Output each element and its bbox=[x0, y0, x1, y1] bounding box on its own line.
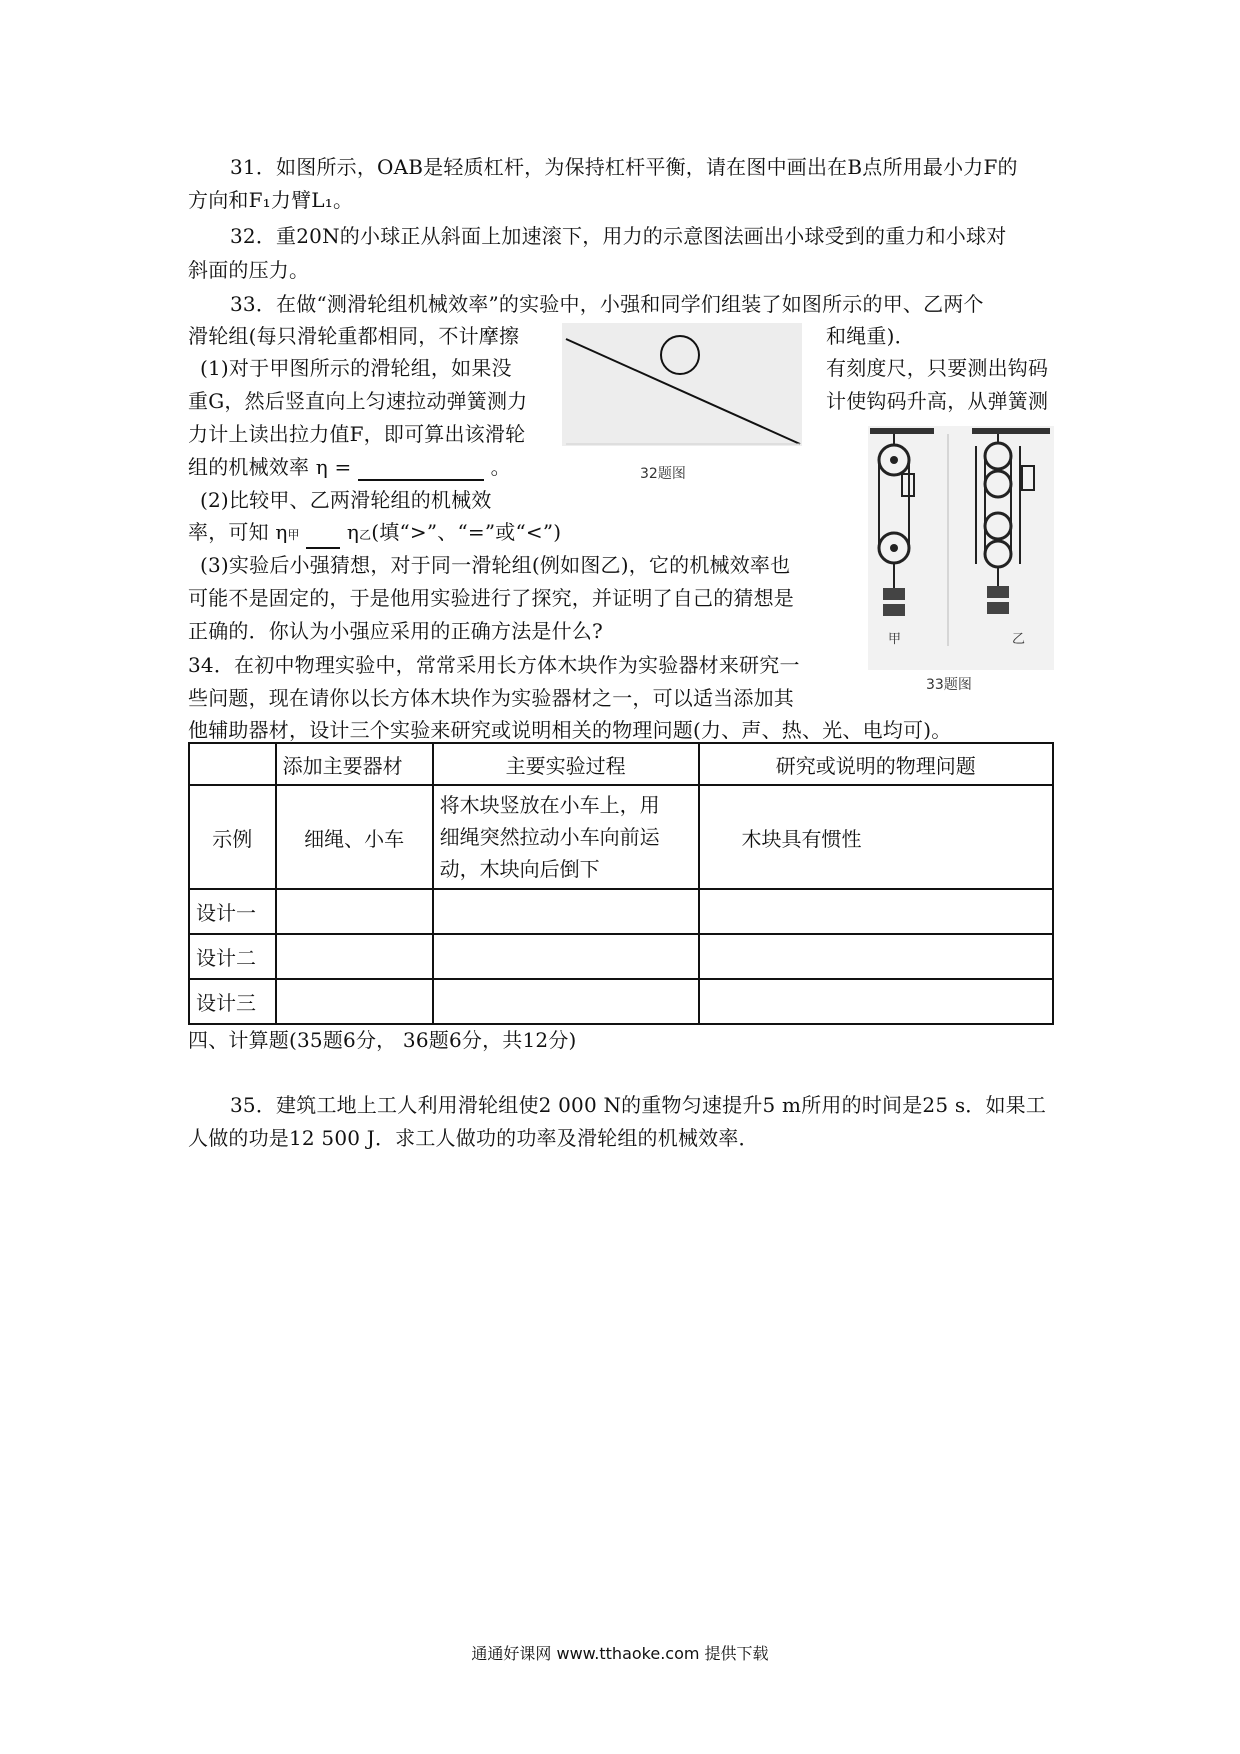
figure-33-caption: 33题图 bbox=[926, 677, 972, 693]
example-process bbox=[433, 785, 699, 889]
q34-line2: 些问题，现在请你以长方体木块作为实验器材之一，可以适当添加其 bbox=[188, 686, 794, 710]
q32-line2: 斜面的压力。 bbox=[188, 258, 310, 282]
q33-eta: η bbox=[346, 520, 360, 544]
answer-cell[interactable] bbox=[699, 889, 1053, 934]
subscript-jia: 甲 bbox=[287, 528, 300, 542]
q33-p1f bbox=[188, 453, 511, 481]
example-process-line: 动，木块向后倒下 bbox=[439, 857, 600, 881]
answer-cell[interactable] bbox=[699, 979, 1053, 1024]
answer-cell[interactable] bbox=[276, 979, 433, 1024]
q33-line2a: 滑轮组(每只滑轮重都相同，不计摩擦 bbox=[188, 324, 520, 348]
page-footer: 通通好课网 www.tthaoke.com 提供下载 bbox=[471, 1644, 769, 1663]
q33-line2b: 和绳重)． bbox=[826, 324, 915, 348]
table-row bbox=[189, 979, 1053, 1024]
row-label: 设计三 bbox=[189, 979, 276, 1024]
q32-line1: 32．重20N的小球正从斜面上加速滚下，用力的示意图法画出小球受到的重力和小球对 bbox=[230, 224, 1007, 248]
answer-cell[interactable] bbox=[433, 979, 699, 1024]
experiment-design-table bbox=[188, 742, 1054, 1025]
q35-line2: 人做的功是12 500 J．求工人做功的功率及滑轮组的机械效率． bbox=[188, 1126, 759, 1150]
example-process-line: 细绳突然拉动小车向前运 bbox=[439, 825, 660, 849]
table-row bbox=[189, 889, 1053, 934]
table-row bbox=[189, 934, 1053, 979]
example-process-line: 将木块竖放在小车上，用 bbox=[439, 793, 660, 817]
example-equipment: 细绳、小车 bbox=[276, 785, 433, 889]
q35-line1: 35．建筑工地上工人利用滑轮组使2 000 N的重物匀速提升5 m所用的时间是25 s．如果工 bbox=[230, 1093, 1047, 1117]
answer-cell[interactable] bbox=[276, 889, 433, 934]
table-header-cell bbox=[189, 743, 276, 785]
q31-line2: 方向和F₁力臂L₁。 bbox=[188, 188, 354, 212]
row-label: 设计二 bbox=[189, 934, 276, 979]
answer-cell[interactable] bbox=[433, 889, 699, 934]
table-row-example bbox=[189, 785, 1053, 889]
example-problem: 木块具有惯性 bbox=[699, 785, 1053, 889]
q34-line3: 他辅助器材，设计三个实验来研究或说明相关的物理问题(力、声、热、光、电均可)。 bbox=[188, 718, 952, 742]
q33-p3c: 正确的．你认为小强应采用的正确方法是什么? bbox=[188, 619, 603, 643]
q33-p1e: 力计上读出拉力值F，即可算出该滑轮 bbox=[188, 422, 526, 446]
pulley-label-yi: 乙 bbox=[1012, 632, 1026, 647]
q33-compare-hint: (填“>”、“=”或“<”) bbox=[371, 520, 562, 544]
q33-p2a: (2)比较甲、乙两滑轮组的机械效 bbox=[200, 488, 492, 512]
q33-compare-prefix: 率，可知 η bbox=[188, 520, 288, 544]
q33-p1d: 计使钩码升高，从弹簧测 bbox=[826, 389, 1049, 413]
row-label: 设计一 bbox=[189, 889, 276, 934]
incline-ball-figure bbox=[562, 323, 802, 446]
q33-line1: 33．在做“测滑轮组机械效率”的实验中，小强和同学们组装了如图所示的甲、乙两个 bbox=[230, 292, 984, 316]
q33-p3b: 可能不是固定的，于是他用实验进行了探究，并证明了自己的猜想是 bbox=[188, 586, 794, 610]
example-label: 示例 bbox=[189, 785, 276, 889]
q33-efficiency-label: 组的机械效率 η = bbox=[188, 455, 352, 479]
answer-cell[interactable] bbox=[433, 934, 699, 979]
q33-efficiency-end: 。 bbox=[490, 455, 511, 479]
answer-cell[interactable] bbox=[276, 934, 433, 979]
compare-answer-blank[interactable] bbox=[306, 525, 340, 549]
table-header-cell: 添加主要器材 bbox=[276, 743, 433, 785]
q33-p2b bbox=[188, 518, 561, 549]
q31-line1: 31．如图所示，OAB是轻质杠杆，为保持杠杆平衡，请在图中画出在B点所用最小力F的 bbox=[230, 155, 1018, 179]
q34-line1: 34．在初中物理实验中，常常采用长方体木块作为实验器材来研究一 bbox=[188, 653, 800, 677]
answer-cell[interactable] bbox=[699, 934, 1053, 979]
table-header-cell: 研究或说明的物理问题 bbox=[699, 743, 1053, 785]
table-header-row bbox=[189, 743, 1053, 785]
table-header-cell: 主要实验过程 bbox=[433, 743, 699, 785]
q33-p1b: 有刻度尺，只要测出钩码 bbox=[826, 356, 1049, 380]
q33-p1c: 重G，然后竖直向上匀速拉动弹簧测力 bbox=[188, 389, 528, 413]
q33-p3a: (3)实验后小强猜想，对于同一滑轮组(例如图乙)，它的机械效率也 bbox=[200, 553, 791, 577]
efficiency-answer-blank[interactable] bbox=[358, 457, 484, 481]
subscript-yi: 乙 bbox=[359, 528, 372, 542]
section-4-heading: 四、计算题(35题6分， 36题6分，共12分) bbox=[188, 1028, 577, 1052]
pulley-label-jia: 甲 bbox=[888, 632, 902, 647]
q33-p1a: (1)对于甲图所示的滑轮组，如果没 bbox=[200, 356, 512, 380]
figure-32-caption: 32题图 bbox=[640, 466, 686, 482]
